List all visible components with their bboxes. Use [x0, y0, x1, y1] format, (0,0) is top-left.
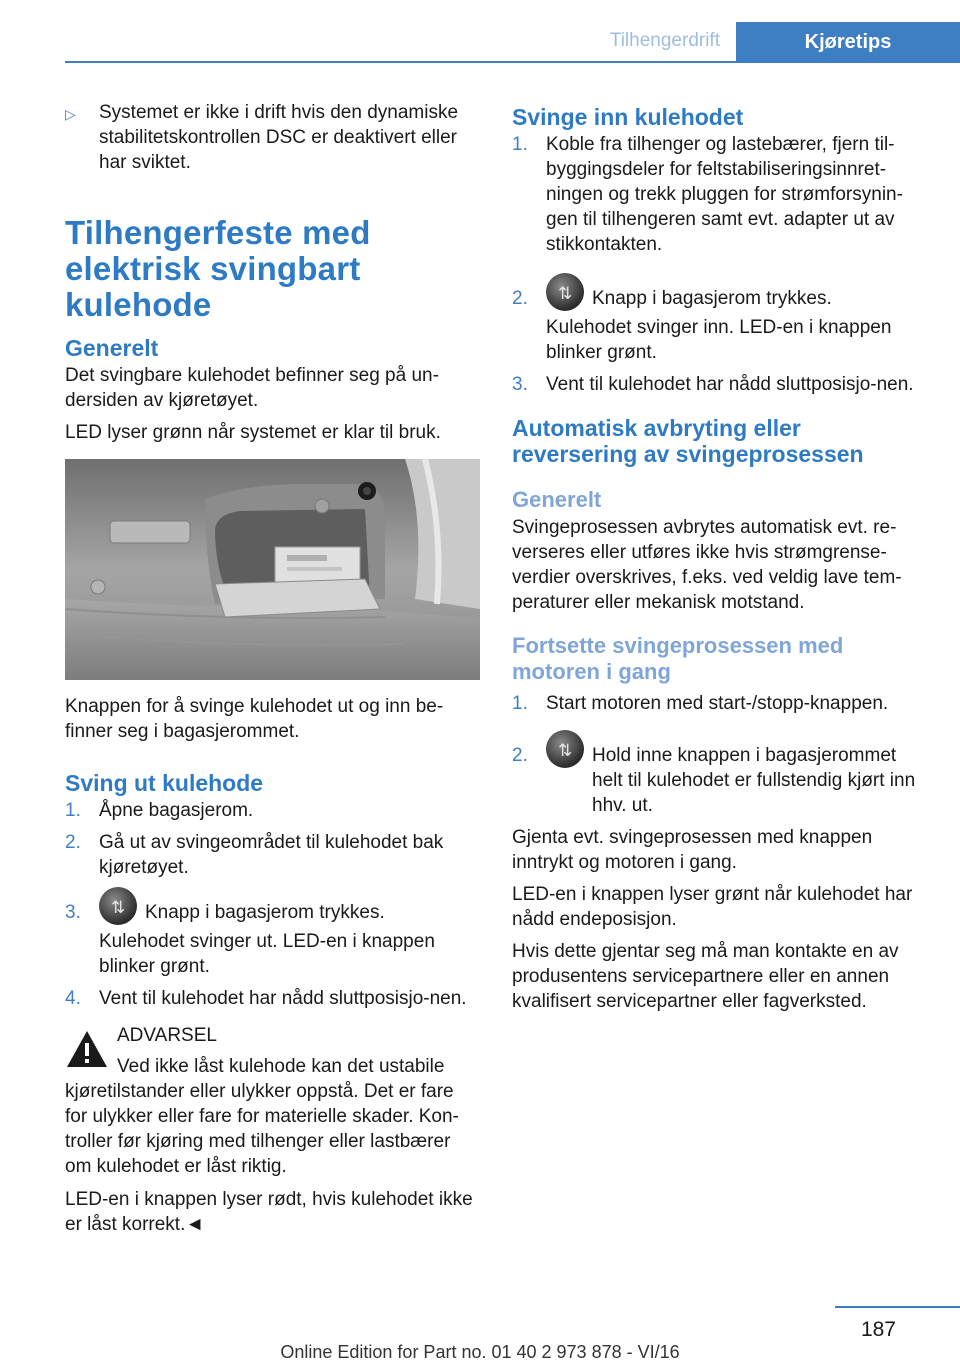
step-number: 1. — [512, 693, 528, 714]
swing-in-steps — [512, 132, 932, 397]
step-text: Hold inne knappen i bagasjerommet helt til kulehodet er fullstendig kjørt inn hhv. ut. — [592, 745, 916, 816]
trailer-hitch-button-icon — [546, 273, 584, 311]
list-item — [512, 691, 932, 716]
step-body — [546, 730, 932, 818]
warning-title: ADVARSEL — [117, 1025, 217, 1046]
step-number: 1. — [65, 800, 81, 821]
page-number: 187 — [860, 1318, 896, 1341]
general-heading: Generelt — [65, 335, 159, 361]
trailer-hitch-button-icon — [546, 730, 584, 768]
footer-rule — [835, 1306, 960, 1308]
list-item — [65, 798, 480, 823]
right-paragraph-2: LED-en i knappen lyser grønt når kulehodet har nådd endeposisjon. — [512, 884, 913, 930]
general-paragraph-1: Det svingbare kulehodet befinner seg på un-dersiden av kjøretøyet. — [65, 365, 439, 411]
header-section-title: Tilhengerdrift — [609, 30, 720, 51]
step-text: Vent til kulehodet har nådd sluttposisjo-nen. — [99, 988, 467, 1009]
step-text: Gå ut av svingeområdet til kulehodet bak kjøretøyet. — [99, 832, 444, 878]
right-paragraph-3: Hvis dette gjentar seg må man kontakte en av produsentens servicepartnere eller en annen kvalifisert servicepartner eller fagverksted. — [512, 941, 899, 1012]
step-number: 4. — [65, 988, 81, 1009]
right-paragraph-1: Gjenta evt. svingeprosessen med knappen inntrykt og motoren i gang. — [512, 827, 873, 873]
trunk-photo-illustration — [65, 459, 480, 680]
final-paragraph: LED-en i knappen lyser rødt, hvis kulehodet ikke er låst korrekt.◄ — [65, 1189, 473, 1235]
list-item — [512, 132, 932, 257]
warning-triangle-icon — [65, 1029, 109, 1069]
trunk-photo — [65, 459, 480, 680]
step-number: 2. — [512, 288, 528, 309]
right-general-paragraph: Svingeprosessen avbrytes automatisk evt. re-verseres eller utføres ikke hvis strømgrense-verdier overskrives, f.eks. ved veldig lave tem-peraturer eller mekanisk motstand. — [512, 517, 902, 613]
auto-abort-heading: Automatisk avbryting eller reversering av svingeprosessen — [512, 415, 864, 467]
swing-out-steps — [65, 798, 480, 1011]
step-body — [99, 887, 480, 979]
step-number: 3. — [65, 902, 81, 923]
general-paragraph-2: LED lyser grønn når systemet er klar til bruk. — [65, 422, 441, 443]
list-item — [512, 273, 932, 365]
continue-heading: Fortsette svingeprosessen med motoren i gang — [512, 633, 844, 684]
header-rule — [65, 61, 960, 63]
warning-block — [65, 1023, 480, 1179]
step-number: 2. — [512, 745, 528, 766]
main-heading: Tilhengerfeste med elektrisk svingbart kulehode — [65, 214, 371, 323]
list-item — [65, 830, 480, 880]
continue-steps — [512, 691, 932, 818]
step-body — [546, 273, 932, 365]
note-item — [65, 100, 480, 175]
step-text: Koble fra tilhenger og lastebærer, fjern til-byggingsdeler for feltstabiliseringsinnret-ningen og trekk pluggen for strømforsynin-gen til tilhengeren samt evt. adapter ut av stikkontakten. — [546, 134, 903, 255]
step-subtext: Kulehodet svinger inn. LED-en i knappen blinker grønt. — [546, 317, 892, 363]
note-text: Systemet er ikke i drift hvis den dynamiske stabilitetskontrollen DSC er deaktivert eller har sviktet. — [99, 102, 459, 173]
step-text: Vent til kulehodet har nådd sluttposisjo-nen. — [546, 374, 914, 395]
step-line — [99, 887, 480, 925]
header-chapter-tab: Kjøretips — [736, 22, 960, 63]
left-column — [65, 100, 480, 1244]
step-line — [546, 273, 932, 311]
step-subtext: Kulehodet svinger ut. LED-en i knappen blinker grønt. — [99, 931, 435, 977]
step-number: 3. — [512, 374, 528, 395]
swing-out-heading: Sving ut kulehode — [65, 770, 264, 796]
right-column — [512, 100, 932, 1021]
swing-in-heading: Svinge inn kulehodet — [512, 104, 744, 130]
edition-footer: Online Edition for Part no. 01 40 2 973 878 - VI/16 — [280, 1342, 680, 1362]
right-general-heading: Generelt — [512, 487, 602, 512]
photo-caption: Knappen for å svinge kulehodet ut og inn be-finner seg i bagasjerommet. — [65, 696, 444, 742]
step-text: Knapp i bagasjerom trykkes. — [145, 902, 385, 923]
trailer-hitch-button-icon — [99, 887, 137, 925]
step-number: 2. — [65, 832, 81, 853]
list-item — [512, 730, 932, 818]
list-item — [512, 372, 932, 397]
list-item — [65, 986, 480, 1011]
step-text: Knapp i bagasjerom trykkes. — [592, 288, 832, 309]
triangle-bullet-icon: ▷ — [65, 106, 76, 122]
warning-text: Ved ikke låst kulehode kan det ustabile kjøretilstander eller ulykker oppstå. Det er fare for ulykker eller fare for materielle skader. Kon-troller før kjøring med tilhenger eller lastbærer om kulehodet er låst riktig. — [65, 1056, 459, 1177]
step-number: 1. — [512, 134, 528, 155]
step-text: Åpne bagasjerom. — [99, 800, 254, 821]
step-text: Start motoren med start-/stopp-knappen. — [546, 693, 889, 714]
list-item — [65, 887, 480, 979]
